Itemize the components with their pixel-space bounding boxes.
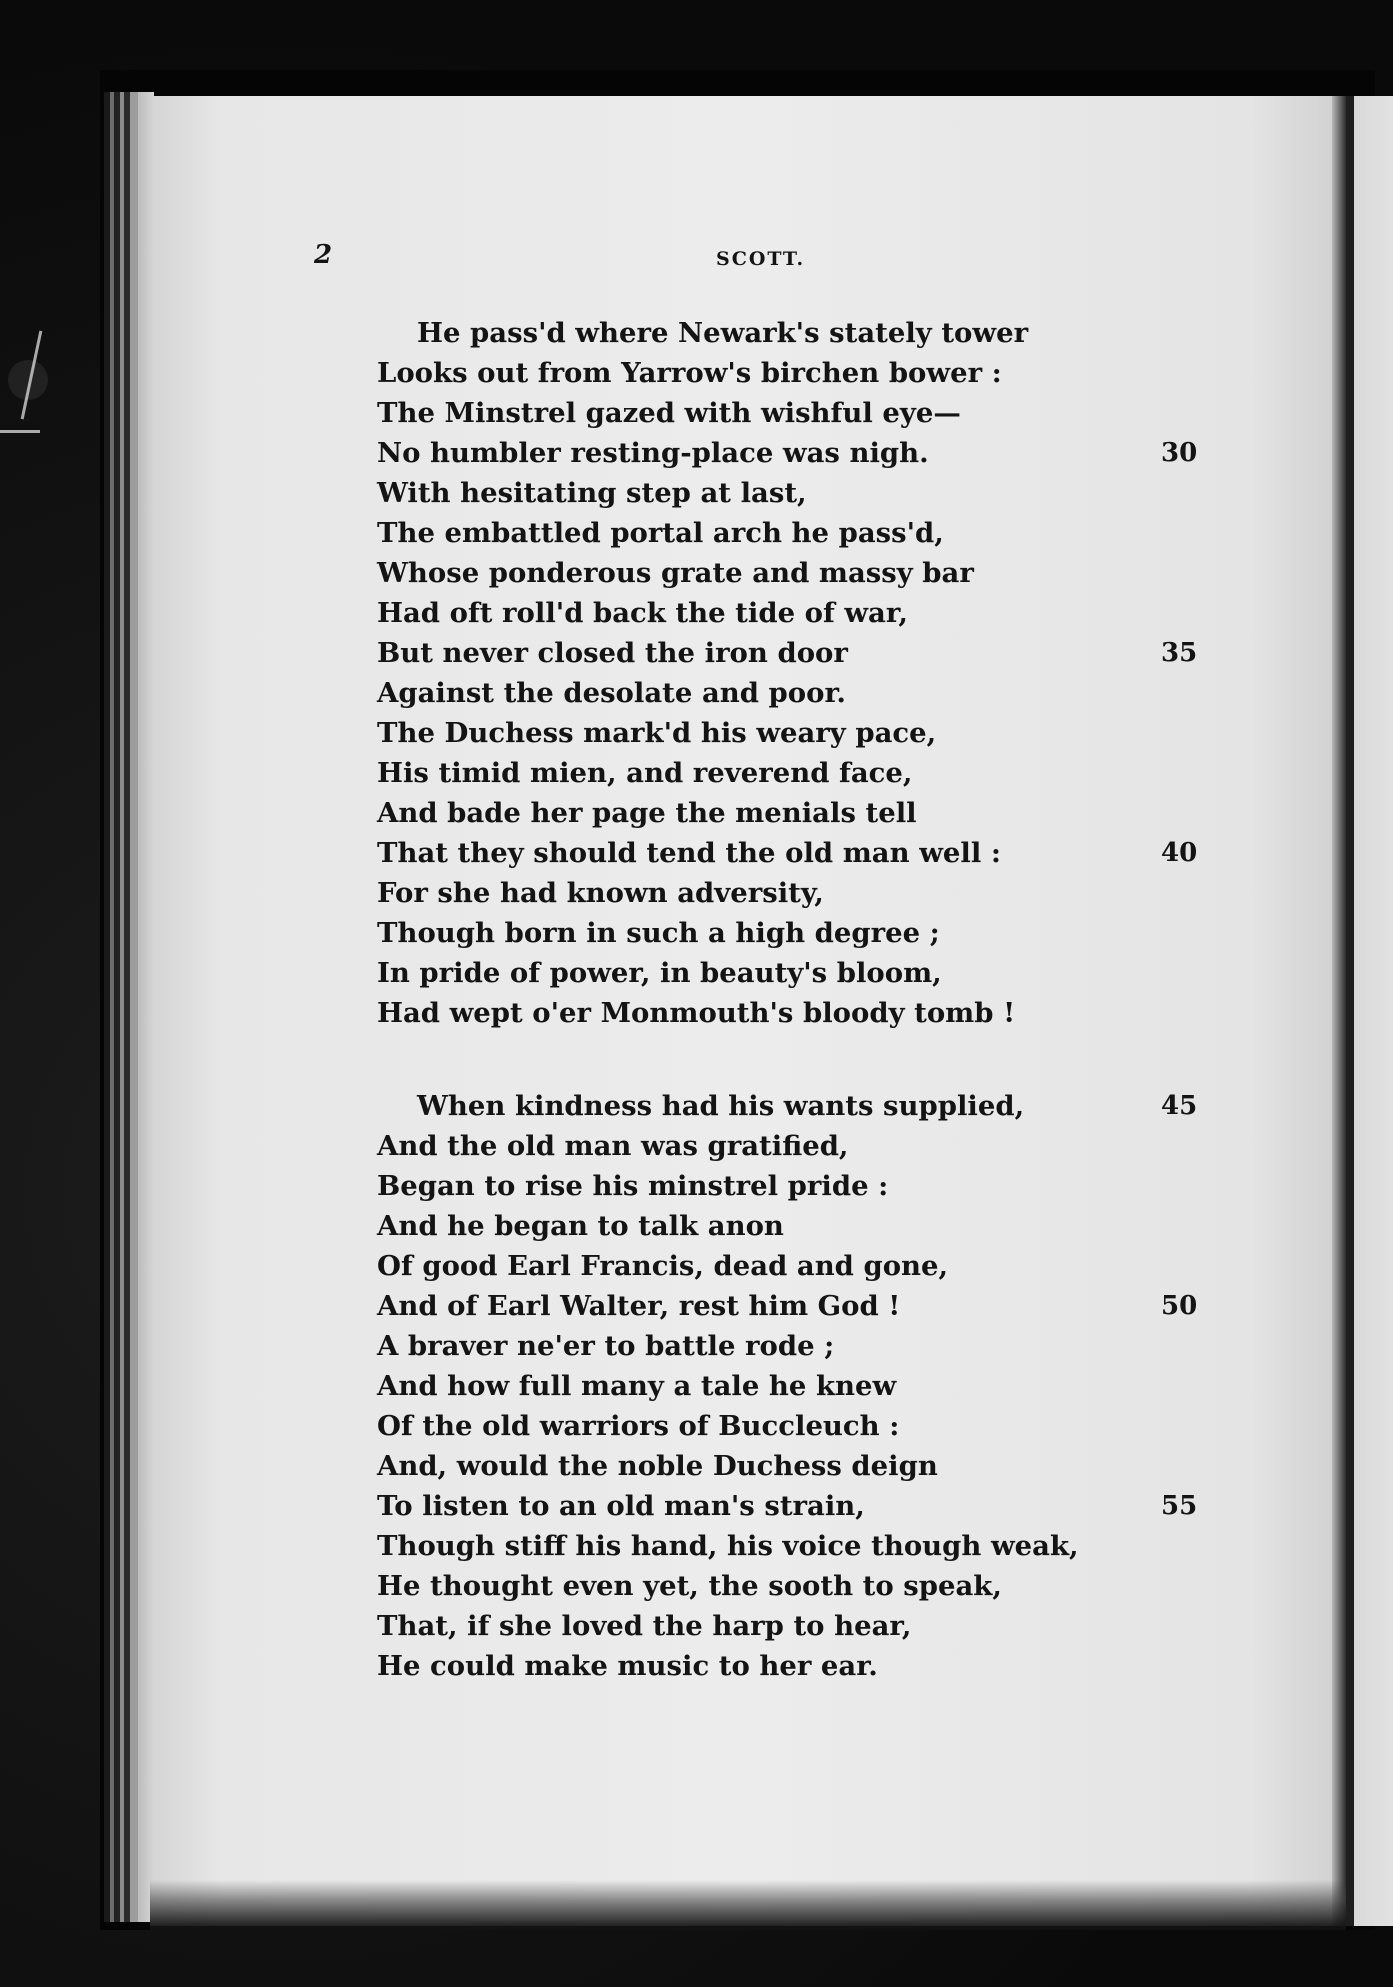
line-text: Had oft roll'd back the tide of war, xyxy=(377,597,908,629)
line-text: Of good Earl Francis, dead and gone, xyxy=(377,1250,949,1282)
book-binding xyxy=(104,92,154,1922)
line-text: But never closed the iron door xyxy=(377,637,848,669)
page-right-edge xyxy=(1332,96,1346,1926)
line-number: 30 xyxy=(1161,438,1198,468)
line-text: When kindness had his wants supplied, xyxy=(417,1090,1025,1122)
poem-line xyxy=(377,1486,1198,1526)
stanza-1 xyxy=(377,313,1198,1033)
line-text: And he began to talk anon xyxy=(377,1210,784,1242)
line-text: Though born in such a high degree ; xyxy=(377,917,940,949)
line-text: In pride of power, in beauty's bloom, xyxy=(377,957,942,989)
line-number: 55 xyxy=(1161,1491,1198,1521)
line-text: No humbler resting-place was nigh. xyxy=(377,437,929,469)
poem-line xyxy=(377,913,1137,953)
poem-line xyxy=(377,513,1137,553)
line-text: The Duchess mark'd his weary pace, xyxy=(377,717,937,749)
line-number: 45 xyxy=(1161,1091,1198,1121)
poem-line xyxy=(377,713,1137,753)
poem-line xyxy=(377,793,1137,833)
line-text: That they should tend the old man well : xyxy=(377,837,1001,869)
line-text: To listen to an old man's strain, xyxy=(377,1490,865,1522)
stanza-2 xyxy=(377,1086,1198,1686)
line-text: With hesitating step at last, xyxy=(377,477,807,509)
poem-line xyxy=(377,1566,1137,1606)
poem-line xyxy=(377,673,1137,713)
line-text: Began to rise his minstrel pride : xyxy=(377,1170,889,1202)
poem-line xyxy=(377,1406,1137,1446)
line-text: His timid mien, and reverend face, xyxy=(377,757,913,789)
page-number: 2 xyxy=(314,240,333,270)
line-text: A braver ne'er to battle rode ; xyxy=(377,1330,835,1362)
poem-line xyxy=(377,1446,1137,1486)
line-text: And of Earl Walter, rest him God ! xyxy=(377,1290,901,1322)
line-text: Had wept o'er Monmouth's bloody tomb ! xyxy=(377,997,1016,1029)
poem-line xyxy=(377,1166,1137,1206)
poem-line xyxy=(377,353,1137,393)
poem-line xyxy=(377,953,1137,993)
line-text: He pass'd where Newark's stately tower xyxy=(417,317,1029,349)
poem-line xyxy=(377,1126,1137,1166)
poem-line xyxy=(377,1206,1137,1246)
line-text: That, if she loved the harp to hear, xyxy=(377,1610,912,1642)
line-number: 40 xyxy=(1161,838,1198,868)
poem-line xyxy=(377,833,1198,873)
line-text: And bade her page the menials tell xyxy=(377,797,917,829)
film-scratch xyxy=(0,430,40,433)
poem-line xyxy=(377,313,1137,353)
line-text: He could make music to her ear. xyxy=(377,1650,878,1682)
poem-line xyxy=(377,433,1198,473)
poem-line xyxy=(377,593,1137,633)
running-head: SCOTT. xyxy=(716,248,806,270)
poem-line xyxy=(377,1646,1137,1686)
poem-line xyxy=(377,1086,1198,1126)
poem-line xyxy=(377,553,1137,593)
poem-line xyxy=(377,1246,1137,1286)
poem-line xyxy=(377,473,1137,513)
line-text: Whose ponderous grate and massy bar xyxy=(377,557,974,589)
poem-line xyxy=(377,1286,1198,1326)
line-text: The embattled portal arch he pass'd, xyxy=(377,517,944,549)
line-text: For she had known adversity, xyxy=(377,877,824,909)
line-text: Looks out from Yarrow's birchen bower : xyxy=(377,357,1002,389)
poem-line xyxy=(377,1326,1137,1366)
adjacent-page-edge xyxy=(1346,96,1393,1926)
line-number: 35 xyxy=(1161,638,1198,668)
poem-line xyxy=(377,753,1137,793)
poem-line xyxy=(377,1526,1137,1566)
poem-line xyxy=(377,1366,1137,1406)
line-text: Of the old warriors of Buccleuch : xyxy=(377,1410,900,1442)
line-text: The Minstrel gazed with wishful eye— xyxy=(377,397,961,429)
line-text: And how full many a tale he knew xyxy=(377,1370,897,1402)
poem-line xyxy=(377,633,1198,673)
line-text: He thought even yet, the sooth to speak, xyxy=(377,1570,1002,1602)
poem-line xyxy=(377,993,1137,1033)
poem-line xyxy=(377,1606,1137,1646)
line-text: Against the desolate and poor. xyxy=(377,677,847,709)
line-text: Though stiff his hand, his voice though weak, xyxy=(377,1530,1079,1562)
line-number: 50 xyxy=(1161,1291,1198,1321)
poem-line xyxy=(377,873,1137,913)
line-text: And, would the noble Duchess deign xyxy=(377,1450,938,1482)
poem-line xyxy=(377,393,1137,433)
page-bottom-edge xyxy=(150,1880,1346,1930)
line-text: And the old man was gratified, xyxy=(377,1130,849,1162)
